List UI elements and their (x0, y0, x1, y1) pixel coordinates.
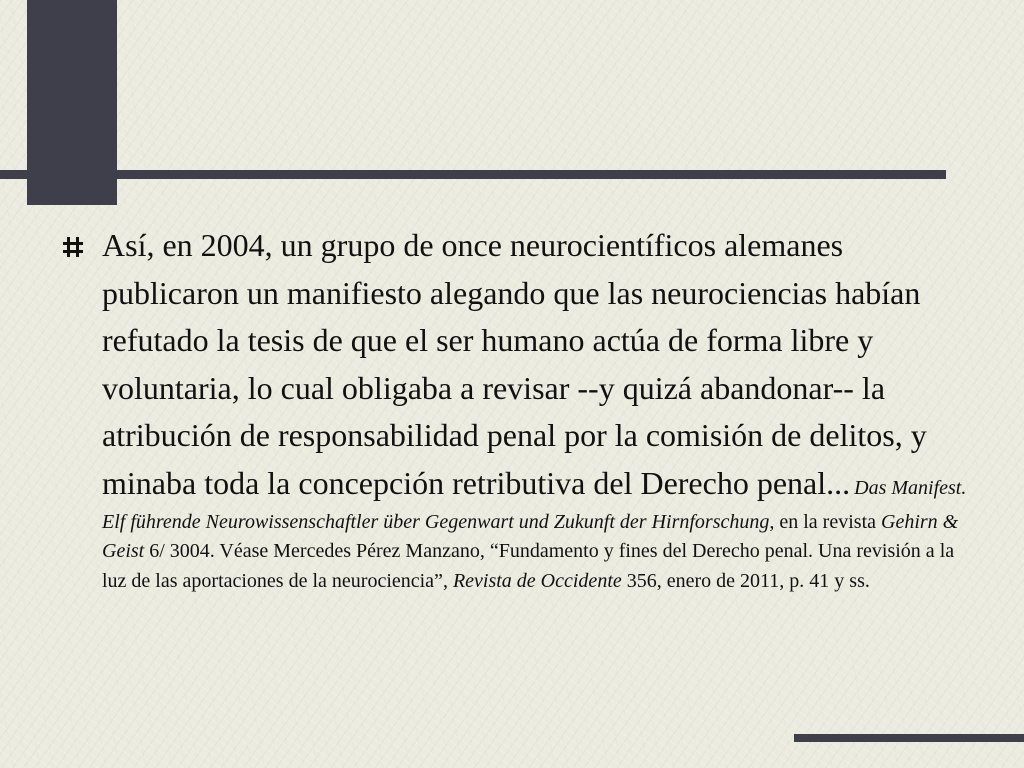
main-paragraph: Así, en 2004, un grupo de once neurocientíficos alemanes publicaron un manifiesto alegando que las neurociencias habían refutado la tesis de que el ser humano actúa de forma libre y voluntaria, lo cual obligaba a revisar --y quizá abandonar-- la atribución de responsabilidad penal por la comisión de delitos, y minaba toda la concepción retributiva del Derecho penal... (102, 227, 927, 501)
hash-bullet-icon (62, 236, 84, 258)
footnote-in-journal: en la revista (779, 510, 876, 533)
decorative-bottom-rule (794, 734, 1024, 742)
footnote-issue-2: 356, enero de 2011, p. 41 y ss. (626, 569, 870, 592)
slide-body-text (102, 222, 982, 596)
footnote-journal-2: Revista de Occidente (452, 569, 622, 592)
footnote-work-title: Das Manifest. Elf führende Neurowissenschaftler über Gegenwart und Zukunft der Hirnforschung, (102, 476, 967, 533)
footnote-journal-name: Gehirn & Geist (102, 510, 959, 563)
decorative-top-rule (0, 170, 946, 179)
footnote-issue: 6/ 3004. Véase Mercedes Pérez Manzano, “Fundamento y fines del Derecho penal. Una revisión a la luz de las aportaciones de la neurociencia”, (102, 540, 955, 592)
